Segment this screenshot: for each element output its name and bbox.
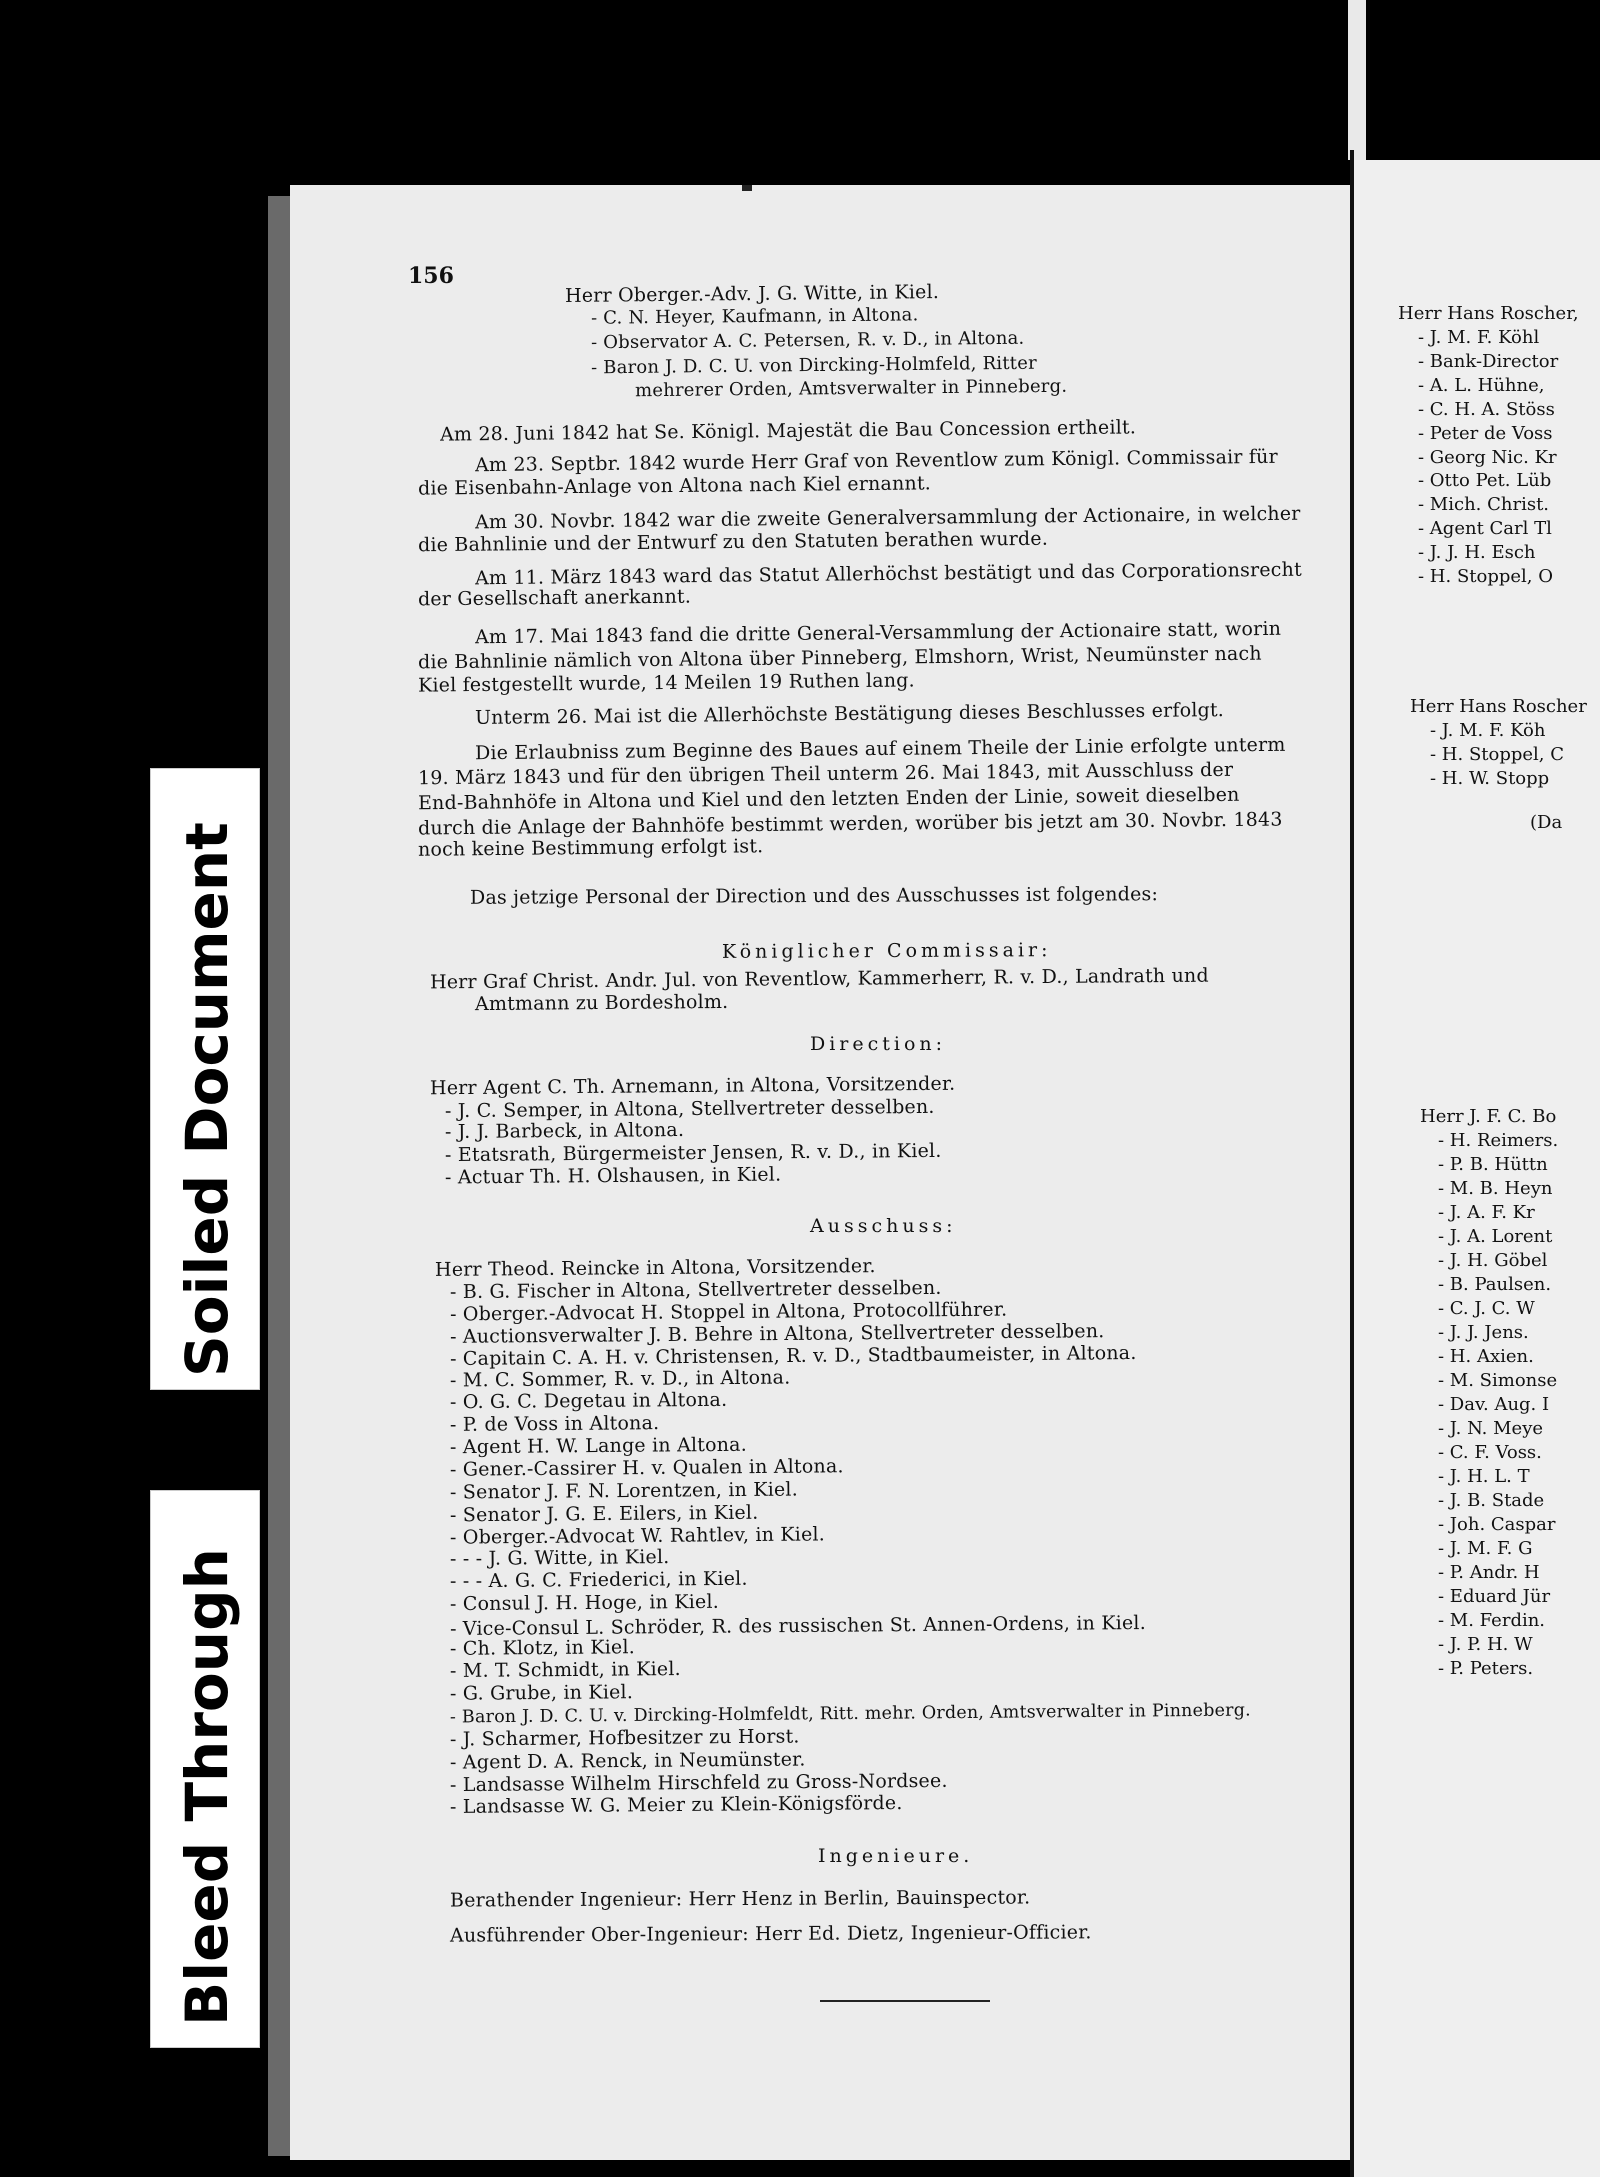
right-text-line: (Da [1530,812,1563,833]
text-line: - C. N. Heyer, Kaufmann, in Altona. [590,304,919,329]
right-text-line: - H. W. Stopp [1430,768,1550,789]
right-text-line: - J. P. H. W [1438,1634,1533,1655]
text-line: - G. Grube, in Kiel. [449,1681,634,1705]
page-number: 156 [408,263,454,289]
text-line: noch keine Bestimmung erfolgt ist. [417,835,764,861]
right-text-line: - A. L. Hühne, [1418,375,1545,396]
text-line: - Landsasse Wilhelm Hirschfeld zu Gross-Nordsee. [449,1769,948,1797]
right-text-line: - P. Peters. [1438,1658,1534,1679]
text-line: - Etatsrath, Bürgermeister Jensen, R. v. D., in Kiel. [444,1139,942,1167]
right-text-line: - J. H. L. T [1438,1466,1530,1487]
right-page [1354,160,1600,2177]
left-page [290,185,1350,2160]
right-text-line: - Eduard Jür [1438,1586,1551,1607]
binding-dark-edge [1300,0,1600,160]
text-line: - Oberger.-Advocat W. Rahtlev, in Kiel. [449,1523,826,1549]
text-line: - Auctionsverwalter J. B. Behre in Altona, Stellvertreter desselben. [449,1320,1105,1348]
right-text-line: - H. Stoppel, C [1430,744,1565,765]
text-line: - P. de Voss in Altona. [449,1412,660,1436]
right-text-line: - C. H. A. Stöss [1418,399,1555,420]
right-text-line: - J. H. Göbel [1438,1250,1548,1271]
bleed-through-text: Bleed Through [173,1548,241,2026]
right-text-line: - C. J. C. W [1438,1298,1535,1319]
text-line: Das jetzige Personal der Direction und des Ausschusses ist folgendes: [469,883,1159,909]
text-line: die Eisenbahn-Anlage von Altona nach Kiel ernannt. [417,472,932,500]
bleed-through-label [150,1490,260,2048]
right-text-line: - Georg Nic. Kr [1418,447,1557,468]
text-line: - M. C. Sommer, R. v. D., in Altona. [449,1366,791,1392]
text-line: - M. T. Schmidt, in Kiel. [449,1657,681,1683]
closing-rule [820,2000,990,2002]
text-line: - J. C. Semper, in Altona, Stellvertreter desselben. [444,1095,935,1123]
text-line: Königlicher Commissair: [721,939,1052,963]
right-text-line: - C. F. Voss. [1438,1442,1542,1463]
right-text-line: - J. J. H. Esch [1418,542,1536,563]
text-line: Ausschuss: [810,1215,957,1237]
text-line: Ausführender Ober-Ingenieur: Herr Ed. Dietz, Ingenieur-Officier. [449,1921,1092,1947]
right-text-line: - M. Simonse [1438,1370,1558,1391]
right-text-line: - H. Axien. [1438,1346,1534,1367]
text-line: - Gener.-Cassirer H. v. Qualen in Altona. [449,1455,844,1481]
right-text-line: - B. Paulsen. [1438,1274,1552,1295]
right-text-line: - J. M. F. Köhl [1418,327,1540,348]
right-text-line: - Peter de Voss [1418,423,1553,444]
text-line: der Gesellschaft anerkannt. [417,585,692,611]
right-text-line: - J. B. Stade [1438,1490,1545,1511]
text-line: - Oberger.-Advocat H. Stoppel in Altona, Protocollführer. [449,1298,1008,1326]
text-line: Am 17. Mai 1843 fand die dritte General-Versammlung der Actionaire statt, worin [474,617,1282,649]
text-line: Herr Agent C. Th. Arnemann, in Altona, Vorsitzender. [429,1072,956,1100]
right-text-line: - M. Ferdin. [1438,1610,1546,1631]
soiled-document-text: Soiled Document [173,822,241,1377]
right-text-line: Herr Hans Roscher [1410,696,1587,717]
text-line: Am 11. März 1843 ward das Statut Allerhöchst bestätigt und das Corporationsrecht [474,558,1302,590]
text-line: die Bahnlinie und der Entwurf zu den Statuten berathen wurde. [417,527,1049,557]
text-line: Am 30. Novbr. 1842 war die zweite Generalversammlung der Actionaire, in welcher [474,502,1301,534]
right-text-line: - P. Andr. H [1438,1562,1540,1583]
text-line: durch die Anlage der Bahnhöfe bestimmt werden, worüber bis jetzt am 30. Novbr. 1843 [417,808,1283,840]
right-text-line: - P. B. Hüttn [1438,1154,1548,1175]
text-line: Am 23. Septbr. 1842 wurde Herr Graf von Reventlow zum Königl. Commissair für [474,445,1278,477]
text-line: - Vice-Consul L. Schröder, R. des russischen St. Annen-Ordens, in Kiel. [449,1611,1147,1641]
text-line: - - - A. G. C. Friederici, in Kiel. [449,1567,748,1593]
text-line: End-Bahnhöfe in Altona und Kiel und den letzten Enden der Linie, soweit dieselben [417,783,1240,815]
text-line: - B. G. Fischer in Altona, Stellvertreter desselben. [449,1276,942,1304]
book-spine [268,196,290,2156]
right-text-line: - H. Stoppel, O [1418,566,1553,587]
text-line: - Senator J. G. E. Eilers, in Kiel. [449,1501,759,1527]
text-line: Amtmann zu Bordesholm. [474,990,729,1016]
text-line: - O. G. C. Degetau in Altona. [449,1388,728,1414]
right-text-line: - J. M. F. G [1438,1538,1533,1559]
text-line: - Capitain C. A. H. v. Christensen, R. v. D., Stadtbaumeister, in Altona. [449,1342,1137,1370]
text-line: - Ch. Klotz, in Kiel. [449,1636,636,1660]
right-text-line: Herr Hans Roscher, [1398,303,1579,324]
text-line: Ingenieure. [818,1845,974,1867]
text-line: - Baron J. D. C. U. v. Dircking-Holmfeldt, Ritt. mehr. Orden, Amtsverwalter in Pinneberg. [449,1700,1251,1728]
text-line: Unterm 26. Mai ist die Allerhöchste Bestätigung dieses Beschlusses erfolgt. [474,699,1225,729]
text-line: Kiel festgestellt wurde, 14 Meilen 19 Ruthen lang. [417,669,915,697]
text-line: - Landsasse W. G. Meier zu Klein-Königsförde. [449,1792,903,1818]
text-line: Berathender Ingenieur: Herr Henz in Berlin, Bauinspector. [449,1886,1031,1912]
text-line: - Agent D. A. Renck, in Neumünster. [449,1748,806,1774]
text-line: Direction: [810,1033,947,1055]
right-text-line: - J. A. Lorent [1438,1226,1553,1247]
soiled-document-label [150,768,260,1390]
text-line: - Baron J. D. C. U. von Dircking-Holmfeld, Ritter [590,352,1037,379]
text-line: - Consul J. H. Hoge, in Kiel. [449,1590,720,1616]
right-text-line: - Mich. Christ. [1418,494,1550,515]
text-line: - - - J. G. Witte, in Kiel. [449,1546,670,1570]
text-line: - Senator J. F. N. Lorentzen, in Kiel. [449,1478,798,1504]
page-mark [742,185,752,191]
text-line: Am 28. Juni 1842 hat Se. Königl. Majestät die Bau Concession ertheilt. [439,416,1137,446]
binding-light-strip [1348,0,1366,160]
right-text-line: - M. B. Heyn [1438,1178,1553,1199]
right-text-line: - J. M. F. Köh [1430,720,1546,741]
text-line: - Agent H. W. Lange in Altona. [449,1433,747,1459]
text-line: 19. März 1843 und für den übrigen Theil unterm 26. Mai 1843, mit Ausschluss der [417,758,1234,790]
right-text-line: - J. N. Meye [1438,1418,1544,1439]
text-line: mehrerer Orden, Amtsverwalter in Pinneberg. [634,375,1068,402]
right-text-line: - Agent Carl Tl [1418,518,1552,539]
right-text-line: - Otto Pet. Lüb [1418,470,1552,491]
right-text-line: - J. A. F. Kr [1438,1202,1535,1223]
text-line: die Bahnlinie nämlich von Altona über Pinneberg, Elmshorn, Wrist, Neumünster nach [417,642,1262,674]
right-text-line: - Dav. Aug. I [1438,1394,1550,1415]
text-line: Herr Oberger.-Adv. J. G. Witte, in Kiel. [564,281,940,307]
right-text-line: Herr J. F. C. Bo [1420,1106,1557,1127]
right-text-line: - Joh. Caspar [1438,1514,1556,1535]
text-line: Herr Theod. Reincke in Altona, Vorsitzender. [434,1255,876,1281]
right-text-line: - J. J. Jens. [1438,1322,1529,1343]
text-line: Herr Graf Christ. Andr. Jul. von Reventlow, Kammerherr, R. v. D., Landrath und [429,964,1209,994]
right-text-line: - Bank-Director [1418,351,1559,372]
text-line: - J. J. Barbeck, in Altona. [444,1118,685,1144]
text-line: Die Erlaubniss zum Beginne des Baues auf einem Theile der Linie erfolgte unterm [474,733,1286,765]
text-line: - J. Scharmer, Hofbesitzer zu Horst. [449,1725,800,1751]
right-text-line: - H. Reimers. [1438,1130,1559,1151]
text-line: - Actuar Th. H. Olshausen, in Kiel. [444,1163,782,1189]
text-line: - Observator A. C. Petersen, R. v. D., in Altona. [590,327,1025,354]
